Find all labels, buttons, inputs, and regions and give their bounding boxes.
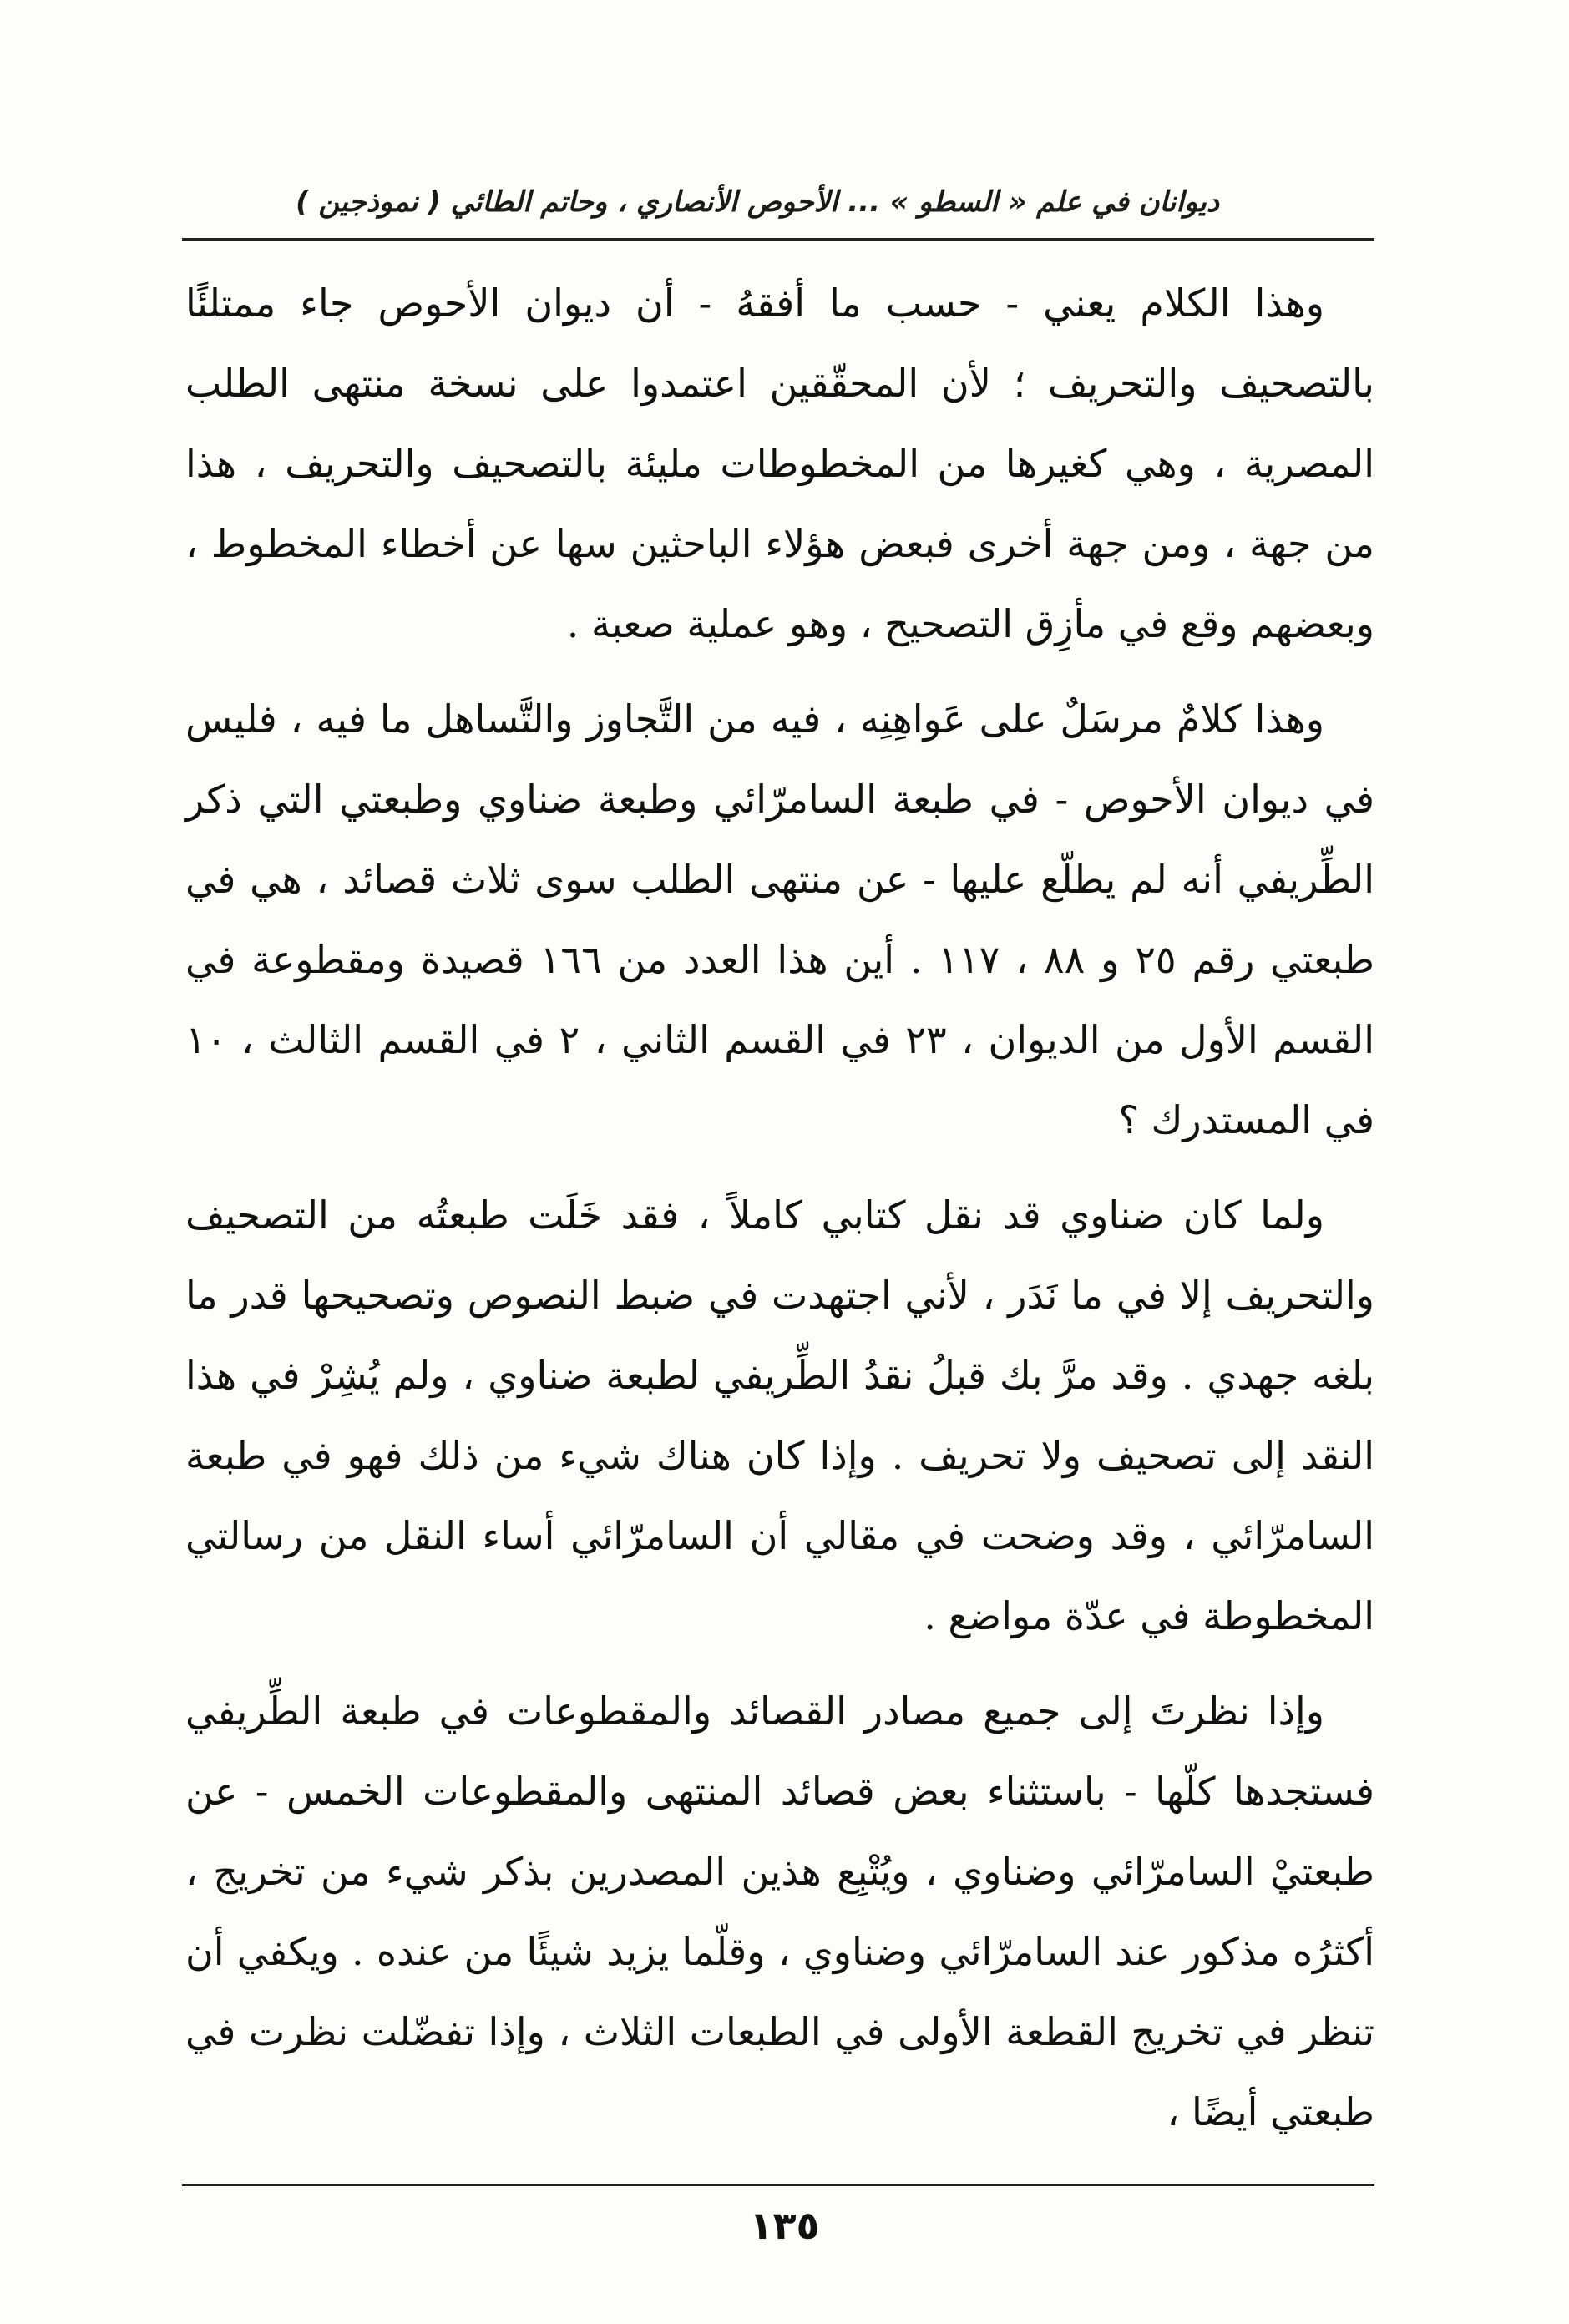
page-number: ١٣٥ bbox=[749, 2203, 820, 2248]
paragraph-4: وإذا نظرتَ إلى جميع مصادر القصائد والمقطوعات في طبعة الطِّريفي فستجدها كلّها - باستثناء بعض قصائد المنتهى والمقطوعات الخمس - عن طبعتيْ السامرّائي وضناوي ، ويُتْبِع هذين المصدرين بذكر شيء من تخريج ، أكثرُه مذكور عند السامرّائي وضناوي ، وقلّما يزيد شيئًا من عنده . ويكفي أن تنظر في تخريج القطعة الأولى في الطبعات الثلاث ، وإذا تفضّلت نظرت في طبعتي أيضًا ، bbox=[185, 1689, 1374, 2134]
paragraph-1: وهذا الكلام يعني - حسب ما أفقهُ - أن ديوان الأحوص جاء ممتلئًا بالتصحيف والتحريف ؛ لأن المحقّقين اعتمدوا على نسخة منتهى الطلب المصرية ، وهي كغيرها من المخطوطات مليئة بالتصحيف والتحريف ، هذا من جهة ، ومن جهة أخرى فبعض هؤلاء الباحثين سها عن أخطاء المخطوط ، وبعضهم وقع في مأزِق التصحيح ، وهو عملية صعبة . bbox=[185, 281, 1374, 646]
header-rule bbox=[182, 238, 1374, 241]
paragraph-3: ولما كان ضناوي قد نقل كتابي كاملاً ، فقد خَلَت طبعتُه من التصحيف والتحريف إلا في ما نَدَر ، لأني اجتهدت في ضبط النصوص وتصحيحها قدر ما بلغه جهدي . وقد مرَّ بك قبلُ نقدُ الطِّريفي لطبعة ضناوي ، ولم يُشِرْ في هذا النقد إلى تصحيف ولا تحريف . وإذا كان هناك شيء من ذلك فهو في طبعة السامرّائي ، وقد وضحت في مقالي أن السامرّائي أساء النقل من رسالتي المخطوطة في عدّة مواضع . bbox=[185, 1192, 1374, 1638]
footer-rule bbox=[182, 2184, 1374, 2186]
running-header: ديوانان في علم « السطو » ... الأحوص الأنصاري ، وحاتم الطائي ( نموذجين ) bbox=[296, 185, 1219, 219]
paragraph-2: وهذا كلامٌ مرسَلٌ على عَواهِنِه ، فيه من التَّجاوز والتَّساهل ما فيه ، فليس في ديوان الأحوص - في طبعة السامرّائي وطبعة ضناوي وطبعتي التي ذكر الطِّريفي أنه لم يطلّع عليها - عن منتهى الطلب سوى ثلاث قصائد ، هي في طبعتي رقم ٢٥ و ٨٨ ، ١١٧ . أين هذا العدد من ١٦٦ قصيدة ومقطوعة في القسم الأول من الديوان ، ٢٣ في القسم الثاني ، ٢ في القسم الثالث ، ١٠ في المستدرك ؟ bbox=[185, 696, 1375, 1142]
body-text bbox=[185, 263, 1374, 2167]
